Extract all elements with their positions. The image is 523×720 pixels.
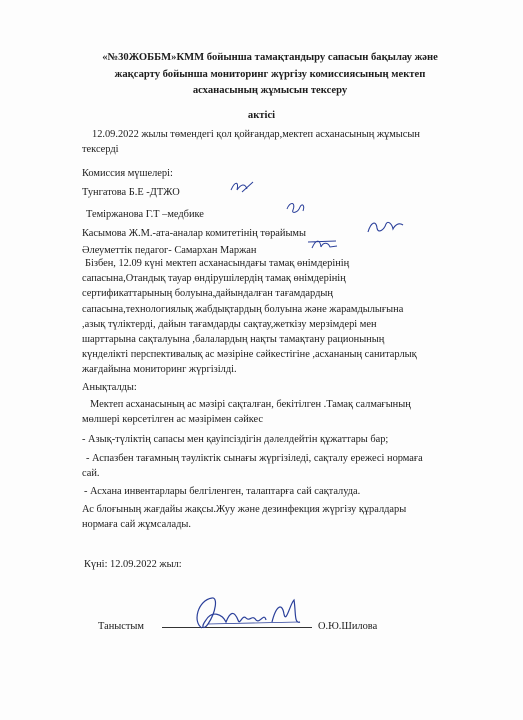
conclusion-line: нормаға сай жұмсалады. (82, 519, 191, 531)
finding-line: Мектеп асханасының ас мәзірі сақталған, бекітілген .Тамақ салмағының (90, 399, 411, 410)
acknowledged-name: О.Ю.Шилова (318, 621, 378, 632)
acknowledged-label: Таныстым (98, 621, 144, 632)
body-line: шарттарына сақталуына ,балалардың нақты тамақтану рационының (82, 334, 385, 346)
finding-1 (82, 397, 411, 427)
member-4: Әлеуметтік педагог- Самархан Маржан (82, 245, 257, 256)
document-subtitle: актісі (247, 110, 276, 121)
signature-kasymova (366, 216, 406, 238)
document-date: Күні: 12.09.2022 жыл: (84, 559, 182, 570)
intro-line: 12.09.2022 жылы төмендегі қол қойғандар,мектеп асханасының жұмысын (92, 129, 420, 140)
finding-2: - Азық-түліктің сапасы мен қауіпсіздігін дәлелдейтін құжаттары бар; (82, 434, 389, 445)
body-line: Бізбен, 12.09 күні мектеп асханасындағы тамақ өнімдерінің (85, 258, 350, 269)
body-line: жағдайына мониторинг жүргізілді. (82, 364, 237, 376)
signature-samarkhan (306, 236, 340, 252)
finding-3 (82, 451, 423, 481)
conclusion-line: Ас блоғының жағдайы жақсы.Жуу және дезинфекция жүргізу құралдары (82, 504, 407, 515)
body-line: сертификаттарының болуына,дайындалған тағамдардың (82, 288, 333, 300)
finding-4: - Асхана инвентарлары белгіленген, талаптарға сай сақталуда. (84, 486, 361, 497)
commission-header: Комиссия мүшелері: (82, 168, 173, 179)
conclusion (82, 502, 406, 532)
finding-line: сай. (82, 468, 100, 480)
body-line: сапасына,технологиялық жабдықтардың болуына және жарамдылығына (82, 303, 404, 315)
body-paragraph (82, 256, 417, 378)
finding-line: мөлшері көрсетілген ас мәзірімен сәйкес (82, 414, 264, 426)
body-line: күнделікті перспективалық ас мәзіріне сәйкестігіне ,асхананың санитарлық (82, 349, 417, 361)
findings-header: Анықталды: (82, 382, 137, 393)
member-3: Касымова Ж.М.-ата-аналар комитетінің төрайымы (82, 228, 306, 239)
signature-shilova (178, 592, 314, 636)
member-1: Тунгатова Б.Е -ДТЖО (82, 187, 180, 198)
body-line: ,азық түліктерді, дайын тағамдарды сақтау,жеткізу мерзімдері мен (82, 318, 377, 330)
title-line: асханасының жұмысын тексеру (192, 85, 348, 96)
title-line: «№30ЖОББМ»КММ бойынша тамақтандыру сапасын бақылау және (102, 52, 438, 63)
intro-paragraph (82, 127, 420, 157)
document-title (70, 50, 470, 100)
intro-line: тексерді (82, 144, 119, 156)
title-line: жақсарту бойынша мониторинг жүргізу комиссиясының мектеп (114, 68, 426, 80)
signature-tungatova (228, 178, 256, 196)
signature-temirzhanova (284, 199, 308, 217)
finding-line: - Аспазбен тағамның тәуліктік сынағы жүргізіледі, сақталу ережесі нормаға (86, 453, 423, 464)
member-2: Теміржанова Г.Т –медбике (86, 209, 204, 220)
body-line: сапасына,Отандық тауар өндірушілердің тамақ өнімдерінің (82, 273, 346, 285)
